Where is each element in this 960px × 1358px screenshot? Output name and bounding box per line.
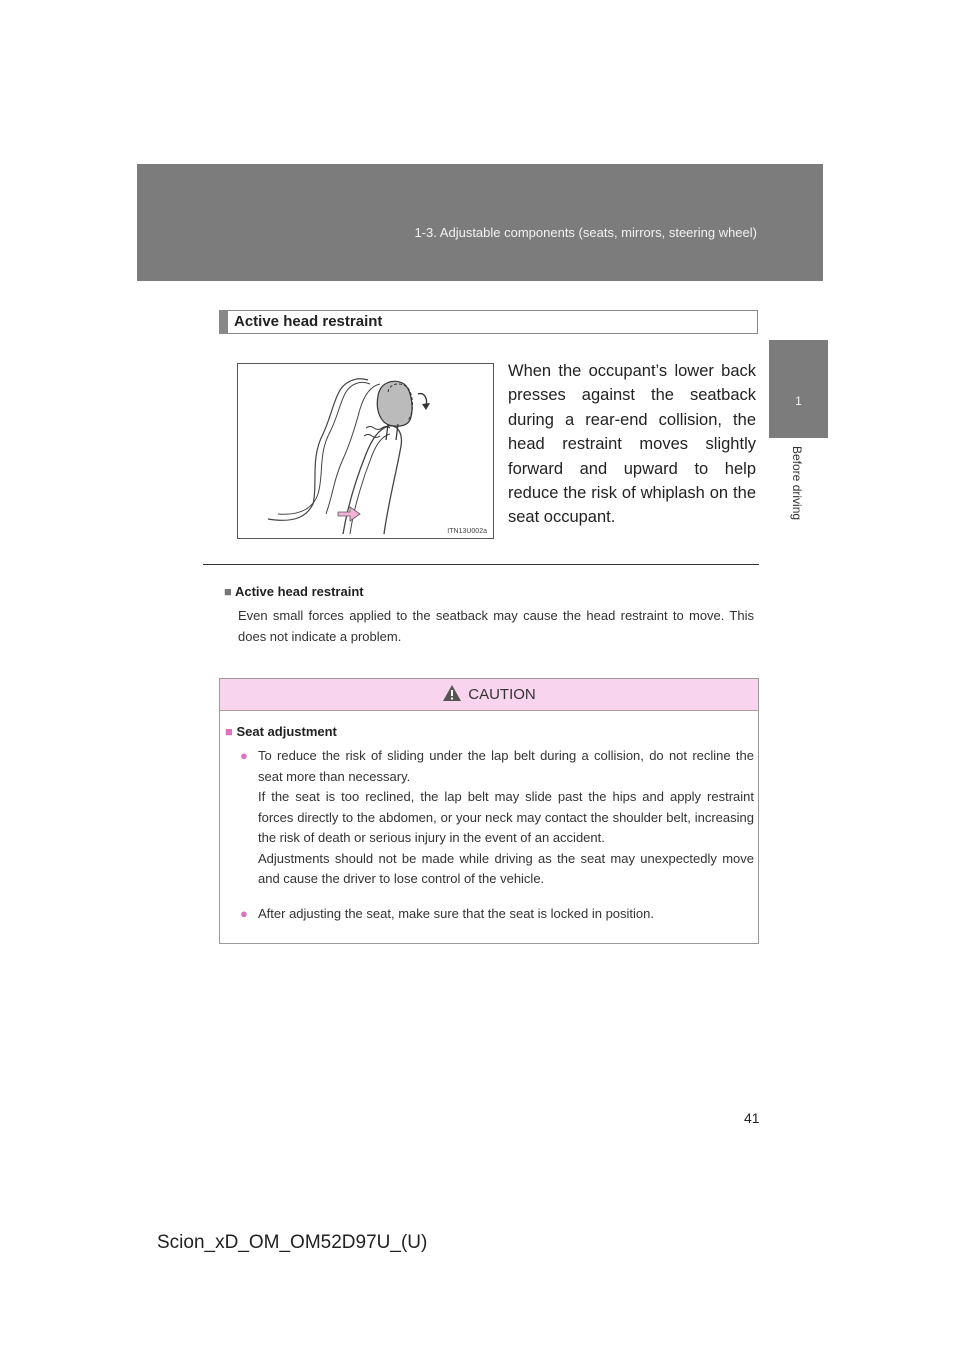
note-heading-text: Active head restraint: [234, 584, 364, 599]
note-body: Even small forces applied to the seatback may cause the head restraint to move. This does not indicate a problem.: [238, 608, 754, 644]
section-title: Active head restraint: [219, 310, 758, 334]
square-bullet-icon: ■: [225, 724, 237, 739]
note-heading: [224, 584, 364, 599]
header-section-title: 1-3. Adjustable components (seats, mirrors, steering wheel): [414, 225, 757, 240]
seat-diagram-icon: [238, 364, 493, 538]
square-bullet-icon: ■: [224, 584, 235, 599]
page-number: 41: [744, 1110, 760, 1126]
caution-item: [242, 904, 754, 925]
chapter-label-container: [768, 446, 828, 546]
circle-bullet-icon: ●: [240, 906, 248, 921]
chapter-label: Before driving: [790, 446, 804, 521]
caution-label: CAUTION: [468, 686, 536, 703]
head-restraint-illustration: [237, 363, 494, 539]
warning-triangle-icon: [442, 684, 462, 702]
caution-header: [220, 679, 758, 711]
document-footer: Scion_xD_OM_OM52D97U_(U): [157, 1232, 428, 1253]
section-divider: [203, 564, 759, 565]
intro-paragraph: When the occupant’s lower back presses against the seatback during a rear-end collision, the head restraint moves slightly forward and upward to help reduce the risk of whiplash on the seat occupant.: [508, 362, 756, 527]
caution-item-text: After adjusting the seat, make sure that the seat is locked in position.: [258, 906, 654, 921]
circle-bullet-icon: ●: [240, 748, 248, 763]
figure-code: ITN13U002a: [447, 528, 487, 535]
chapter-tab: [769, 340, 828, 438]
caution-heading-text: Seat adjustment: [236, 724, 337, 739]
header-band: [137, 164, 823, 281]
caution-item: [242, 746, 754, 890]
caution-item-text-1: To reduce the risk of sliding under the lap belt during a collision, do not recline the seat more than necessary.: [258, 748, 754, 784]
caution-item-text-3: Adjustments should not be made while driving as the seat may unexpectedly move and cause the driver to lose control of the vehicle.: [258, 850, 754, 886]
caution-box: [219, 678, 759, 944]
chapter-number: 1: [795, 394, 802, 408]
caution-item-text-2: If the seat is too reclined, the lap belt may slide past the hips and apply restraint forces directly to the abdomen, or your neck may contact the shoulder belt, increasing the risk of death or serious injury in the event of an accident.: [258, 789, 754, 845]
caution-heading: [225, 724, 337, 739]
